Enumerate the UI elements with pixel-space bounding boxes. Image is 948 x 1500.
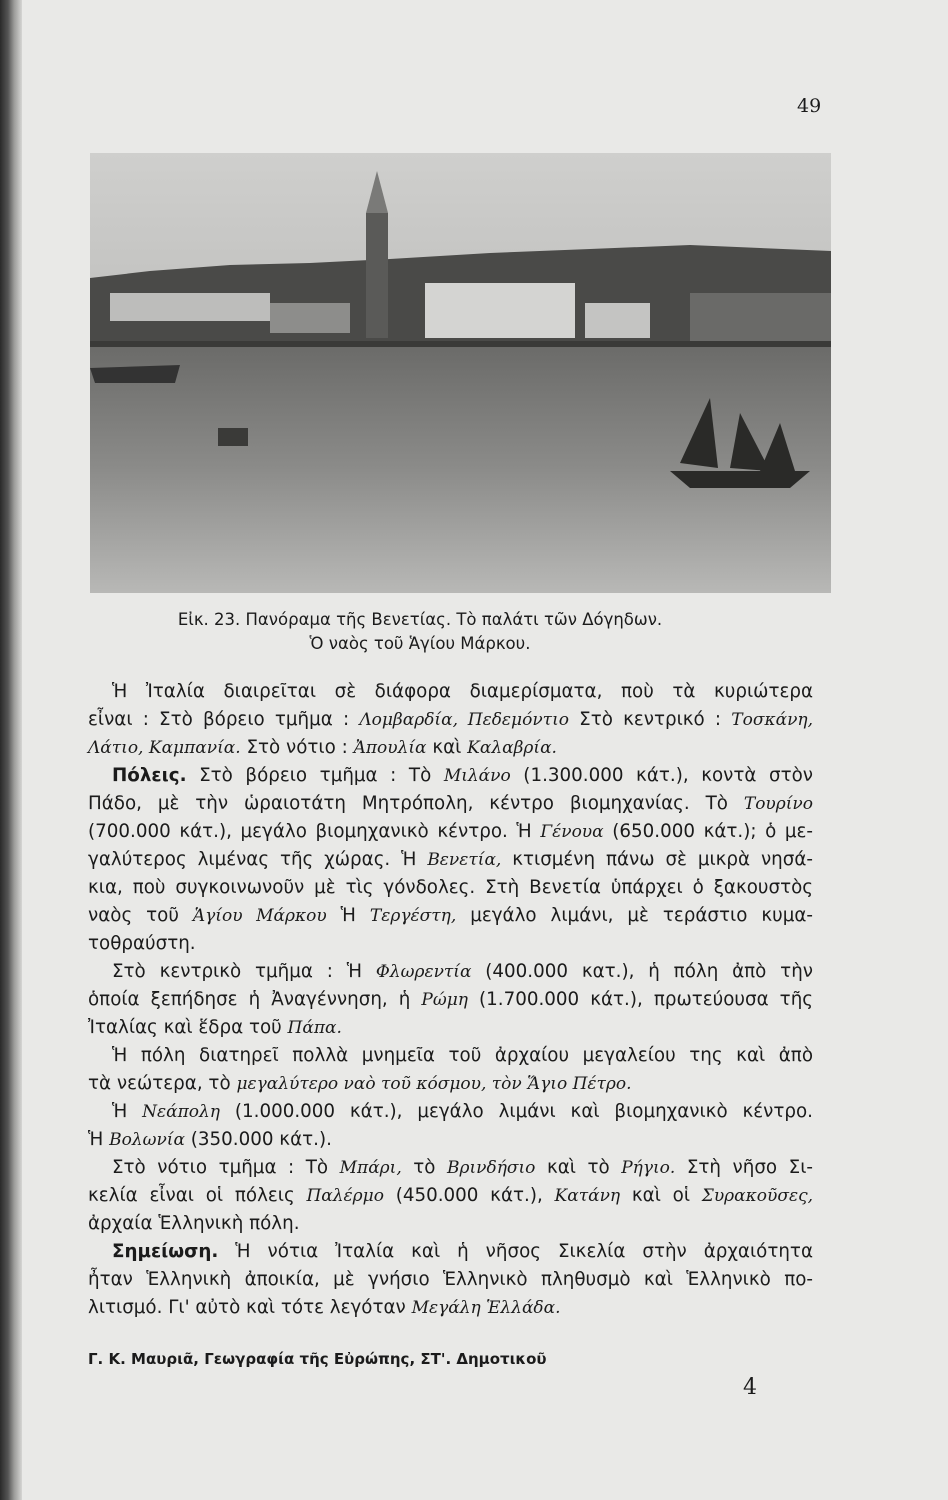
text-segment: εἶναι : Στὸ βόρειο τμῆμα :	[88, 709, 360, 730]
italic-term: Μεγάλη Ἑλλάδα.	[411, 1298, 561, 1318]
text-line	[88, 1294, 813, 1322]
text-segment: Ἡ	[112, 1101, 143, 1122]
italic-term: Καλαβρία.	[467, 738, 557, 758]
book-spine-edge	[0, 0, 22, 1500]
text-line	[88, 678, 813, 706]
italic-term: Τεργέστη,	[369, 906, 457, 926]
text-segment: τοθραύστη.	[88, 933, 196, 954]
text-segment: ἀρχαία Ἑλληνικὴ πόλη.	[88, 1213, 300, 1234]
text-segment: Στὸ κεντρικό :	[568, 709, 732, 730]
body-text	[88, 678, 813, 1322]
text-segment: γαλύτερος λιμένας τῆς χώρας. Ἡ	[88, 849, 428, 870]
text-segment: Στὸ νότιο τμῆμα : Τὸ	[112, 1157, 340, 1178]
italic-term: Φλωρεντία	[375, 962, 472, 982]
italic-term: Ρώμη	[421, 990, 468, 1010]
text-segment: Ἡ	[326, 905, 370, 926]
text-line	[88, 1266, 813, 1294]
text-segment: Στὸ βόρειο τμῆμα : Τὸ	[186, 765, 444, 786]
italic-term: Λάτιο, Καμπανία.	[88, 738, 241, 758]
italic-term: Μπάρι,	[339, 1158, 402, 1178]
text-segment: τὸ	[401, 1157, 447, 1178]
italic-term: Συρακοῦσες,	[701, 1186, 813, 1206]
campanile	[366, 213, 388, 338]
italic-term: Ρήγιο.	[621, 1158, 676, 1178]
text-line	[88, 762, 813, 790]
text-line	[88, 1098, 813, 1126]
italic-term: μεγαλύτερο ναὸ τοῦ κόσμου, τὸν Ἅγιο Πέτρο.	[236, 1074, 632, 1094]
text-segment: Στὴ νῆσο Σι-	[675, 1157, 813, 1178]
venice-panorama-photo	[90, 153, 831, 593]
text-segment: (1.000.000 κάτ.), μεγάλο λιμάνι καὶ βιομηχανικὸ κέντρο.	[220, 1101, 813, 1122]
text-segment: ἦταν Ἑλληνικὴ ἀποικία, μὲ γνήσιο Ἑλληνικὸ πληθυσμὸ καὶ Ἑλληνικὸ πο-	[88, 1269, 813, 1290]
text-line	[88, 902, 813, 930]
figure-caption-line-1: Εἰκ. 23. Πανόραμα τῆς Βενετίας. Τὸ παλάτι τῶν Δόγηδων.	[177, 610, 663, 629]
text-segment: καὶ οἱ	[620, 1185, 702, 1206]
text-segment: Ἡ Ἰταλία διαιρεῖται σὲ διάφορα διαμερίσματα, ποὺ τὰ κυριώτερα	[112, 681, 813, 702]
italic-term: Βενετία,	[427, 850, 502, 870]
text-line	[88, 1014, 813, 1042]
italic-term: Μιλάνο	[443, 766, 511, 786]
text-segment: ὁποία ξεπήδησε ἡ Ἀναγέννηση, ἡ	[88, 989, 422, 1010]
text-line	[88, 930, 813, 958]
text-segment: (1.300.000 κάτ.), κοντὰ στὸν	[510, 765, 814, 786]
book-footer: Γ. Κ. Μαυριᾶ, Γεωγραφία τῆς Εὐρώπης, ΣΤ'. Δημοτικοῦ	[88, 1350, 547, 1368]
text-segment: μεγάλο λιμάνι, μὲ τεράστιο κυμα-	[456, 905, 813, 926]
italic-term: Νεάπολη	[142, 1102, 220, 1122]
text-segment: Ἡ πόλη διατηρεῖ πολλὰ μνημεῖα τοῦ ἀρχαίου μεγαλείου της καὶ ἀπὸ	[112, 1045, 813, 1066]
bold-heading: Σημείωση.	[112, 1241, 219, 1262]
text-line	[88, 706, 813, 734]
figure-caption-line-2: Ὁ ναὸς τοῦ Ἁγίου Μάρκου.	[309, 634, 531, 653]
text-segment: (700.000 κάτ.), μεγάλο βιομηχανικὸ κέντρο. Ἡ	[88, 821, 541, 842]
italic-term: Ἁγίου Μάρκου	[192, 906, 327, 926]
text-line	[88, 1154, 813, 1182]
text-segment: Ἡ	[88, 1129, 110, 1150]
bold-heading: Πόλεις.	[112, 765, 187, 786]
signature-mark: 4	[743, 1375, 757, 1400]
text-line	[88, 790, 813, 818]
italic-term: Λομβαρδία, Πεδεμόντιο	[359, 710, 569, 730]
text-segment: καὶ τὸ	[535, 1157, 622, 1178]
text-line	[88, 1126, 813, 1154]
text-segment: λιτισμό. Γι' αὐτὸ καὶ τότε λεγόταν	[88, 1297, 412, 1318]
italic-term: Βολωνία	[109, 1130, 185, 1150]
text-segment: Στὸ κεντρικὸ τμῆμα : Ἡ	[112, 961, 376, 982]
text-segment: (400.000 κατ.), ἡ πόλη ἀπὸ τὴν	[471, 961, 813, 982]
text-segment: Πάδο, μὲ τὴν ὡραιοτάτη Μητρόπολη, κέντρο βιομηχανίας. Τὸ	[88, 793, 744, 814]
text-segment: τὰ νεώτερα, τὸ	[88, 1073, 237, 1094]
italic-term: Πάπα.	[287, 1018, 342, 1038]
text-line	[88, 874, 813, 902]
text-line	[88, 986, 813, 1014]
text-line	[88, 1182, 813, 1210]
text-line	[88, 958, 813, 986]
text-line	[88, 1070, 813, 1098]
text-segment: Ἰταλίας καὶ ἕδρα τοῦ	[88, 1017, 288, 1038]
text-line	[88, 1210, 813, 1238]
text-line	[88, 1042, 813, 1070]
italic-term: Γένουα	[540, 822, 604, 842]
text-segment: ναὸς τοῦ	[88, 905, 193, 926]
text-line	[88, 1238, 813, 1266]
text-segment: κτισμένη πάνω σὲ μικρὰ νησά-	[501, 849, 813, 870]
italic-term: Παλέρμο	[306, 1186, 384, 1206]
text-segment: Στὸ νότιο :	[240, 737, 354, 758]
text-segment: κελία εἶναι οἱ πόλεις	[88, 1185, 307, 1206]
italic-term: Βρινδήσιο	[447, 1158, 536, 1178]
text-segment: Ἡ νότια Ἰταλία καὶ ἡ νῆσος Σικελία στὴν ἀρχαιότητα	[218, 1241, 813, 1262]
italic-term: Τοσκάνη,	[731, 710, 813, 730]
text-line	[88, 846, 813, 874]
italic-term: Ἀπουλία	[353, 738, 427, 758]
text-segment: (450.000 κάτ.),	[383, 1185, 555, 1206]
text-line	[88, 818, 813, 846]
text-segment: (1.700.000 κάτ.), πρωτεύουσα τῆς	[467, 989, 814, 1010]
text-line	[88, 734, 813, 762]
text-segment: (350.000 κάτ.).	[184, 1129, 332, 1150]
page-number: 49	[797, 95, 822, 117]
text-segment: καὶ	[426, 737, 468, 758]
text-segment: (650.000 κάτ.); ὁ με-	[603, 821, 814, 842]
text-segment: κια, ποὺ συγκοινωνοῦν μὲ τὶς γόνδολες. Στὴ Βενετία ὑπάρχει ὁ ξακουστὸς	[88, 877, 813, 898]
italic-term: Τουρίνο	[743, 794, 813, 814]
italic-term: Κατάνη	[554, 1186, 621, 1206]
